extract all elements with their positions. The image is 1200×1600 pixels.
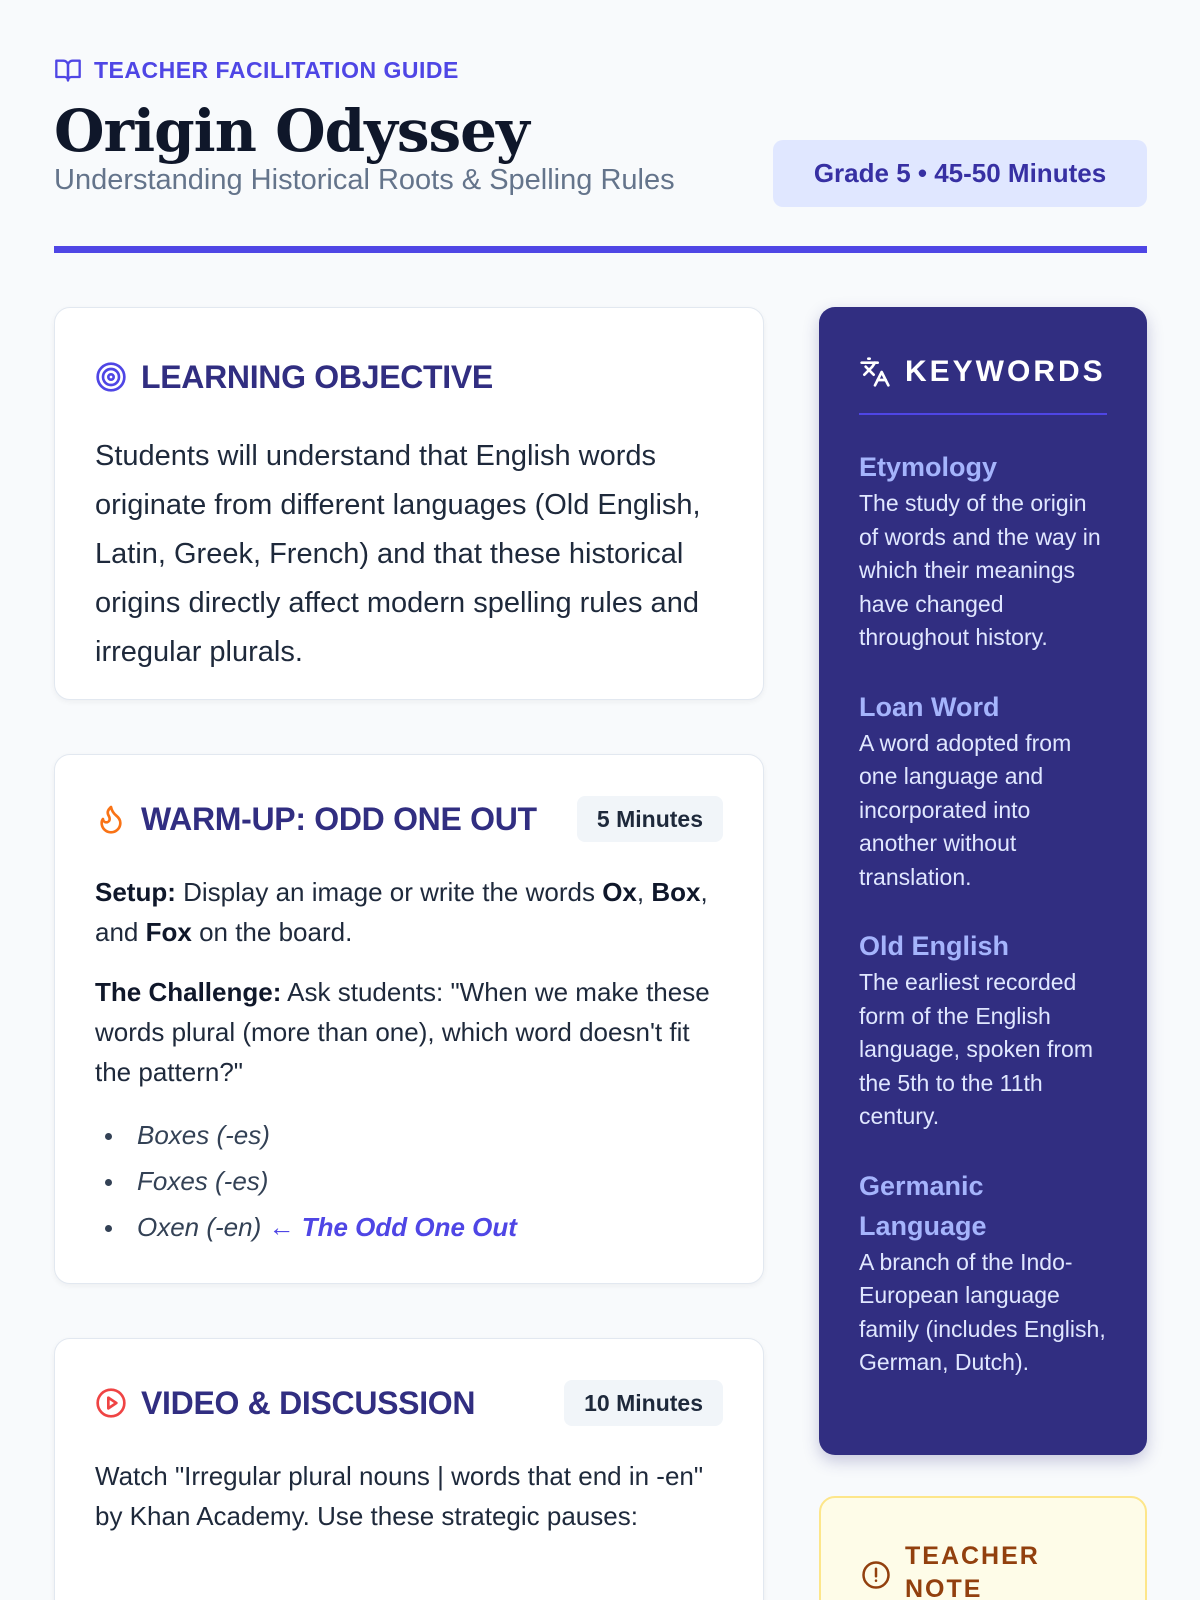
keyword-definition: The earliest recorded form of the English language, spoken from the 5th to the 11th century.: [859, 969, 1093, 1129]
page-subtitle: Understanding Historical Roots & Spelling Rules: [54, 164, 675, 196]
grade-duration-badge: Grade 5 • 45-50 Minutes: [773, 140, 1147, 207]
page-title: Origin Odyssey: [54, 97, 529, 165]
keyword-definition: A word adopted from one language and incorporated into another without translation.: [859, 729, 1072, 890]
teacher-note-panel: [819, 1496, 1147, 1600]
video-time-badge: 10 Minutes: [564, 1380, 723, 1426]
setup-separator: , and: [95, 877, 708, 947]
keywords-header: [859, 351, 1107, 393]
keyword-term: Germanic Language: [859, 1170, 987, 1241]
plural-list: [95, 1112, 723, 1250]
alert-circle-icon: [861, 1560, 891, 1590]
flame-icon: [95, 803, 127, 835]
keyword-entry: [859, 926, 1107, 1134]
list-item: Foxes (-es): [95, 1158, 723, 1204]
teacher-note-header: [861, 1540, 1105, 1600]
warmup-card: [54, 754, 764, 1284]
video-title: VIDEO & DISCUSSION: [141, 1384, 476, 1421]
keywords-divider: [859, 413, 1107, 415]
setup-text: Display an image or write the words: [175, 877, 603, 907]
warmup-time-badge: 5 Minutes: [577, 796, 723, 842]
warmup-title: WARM-UP: ODD ONE OUT: [141, 800, 537, 837]
objective-header: [95, 354, 723, 400]
keyword-definition: The study of the origin of words and the way in which their meanings have changed throughout history.: [859, 490, 1101, 650]
word-fox: Fox: [145, 917, 192, 947]
keyword-entry: [859, 447, 1107, 655]
keyword-definition: A branch of the Indo-European language family (includes English, German, Dutch).: [859, 1248, 1106, 1375]
keywords-title: KEYWORDS: [905, 355, 1106, 388]
keyword-term: Etymology: [859, 452, 998, 482]
target-icon: [95, 361, 127, 393]
warmup-setup: [95, 872, 723, 952]
keywords-panel: [819, 307, 1147, 1455]
list-item: Boxes (-es): [95, 1112, 723, 1158]
list-item: [95, 1204, 723, 1250]
plural-oxen: Oxen (-en): [137, 1212, 262, 1242]
left-arrow-icon: ←: [261, 1212, 302, 1242]
setup-label: Setup:: [95, 877, 176, 907]
challenge-label: The Challenge:: [95, 977, 282, 1007]
word-ox: Ox: [602, 877, 637, 907]
objective-title: LEARNING OBJECTIVE: [141, 358, 493, 395]
book-open-icon: [54, 56, 82, 84]
keyword-term: Old English: [859, 931, 1010, 961]
objective-text: Students will understand that English words originate from different languages (Old English, Latin, Greek, French) and that these historical origins directly affect modern spelling rules and irregular plurals.: [95, 440, 701, 668]
warmup-header: [95, 796, 723, 842]
header-divider: [54, 246, 1147, 253]
video-card: [54, 1338, 764, 1600]
keyword-term: Loan Word: [859, 691, 1000, 722]
challenge-text: Ask students: "When we make these words plural (more than one), which word doesn't fit the pattern?": [95, 977, 710, 1087]
setup-text: on the board.: [191, 917, 353, 947]
setup-separator: ,: [636, 877, 652, 907]
video-text: Watch "Irregular plural nouns | words that end in -en" by Khan Academy. Use these strategic pauses:: [95, 1461, 704, 1531]
translate-icon: [859, 356, 891, 388]
video-header: [95, 1380, 723, 1426]
word-box: Box: [651, 877, 701, 907]
objective-card: [54, 307, 764, 700]
eyebrow-label: TEACHER FACILITATION GUIDE: [94, 56, 459, 83]
warmup-challenge: [95, 972, 723, 1092]
eyebrow: [54, 56, 459, 84]
play-circle-icon: [95, 1387, 127, 1419]
keyword-entry: [859, 1166, 1107, 1380]
teacher-note-title: TEACHER NOTE: [905, 1542, 1040, 1600]
keyword-entry: [859, 687, 1107, 895]
odd-one-out-label: The Odd One Out: [301, 1212, 517, 1242]
